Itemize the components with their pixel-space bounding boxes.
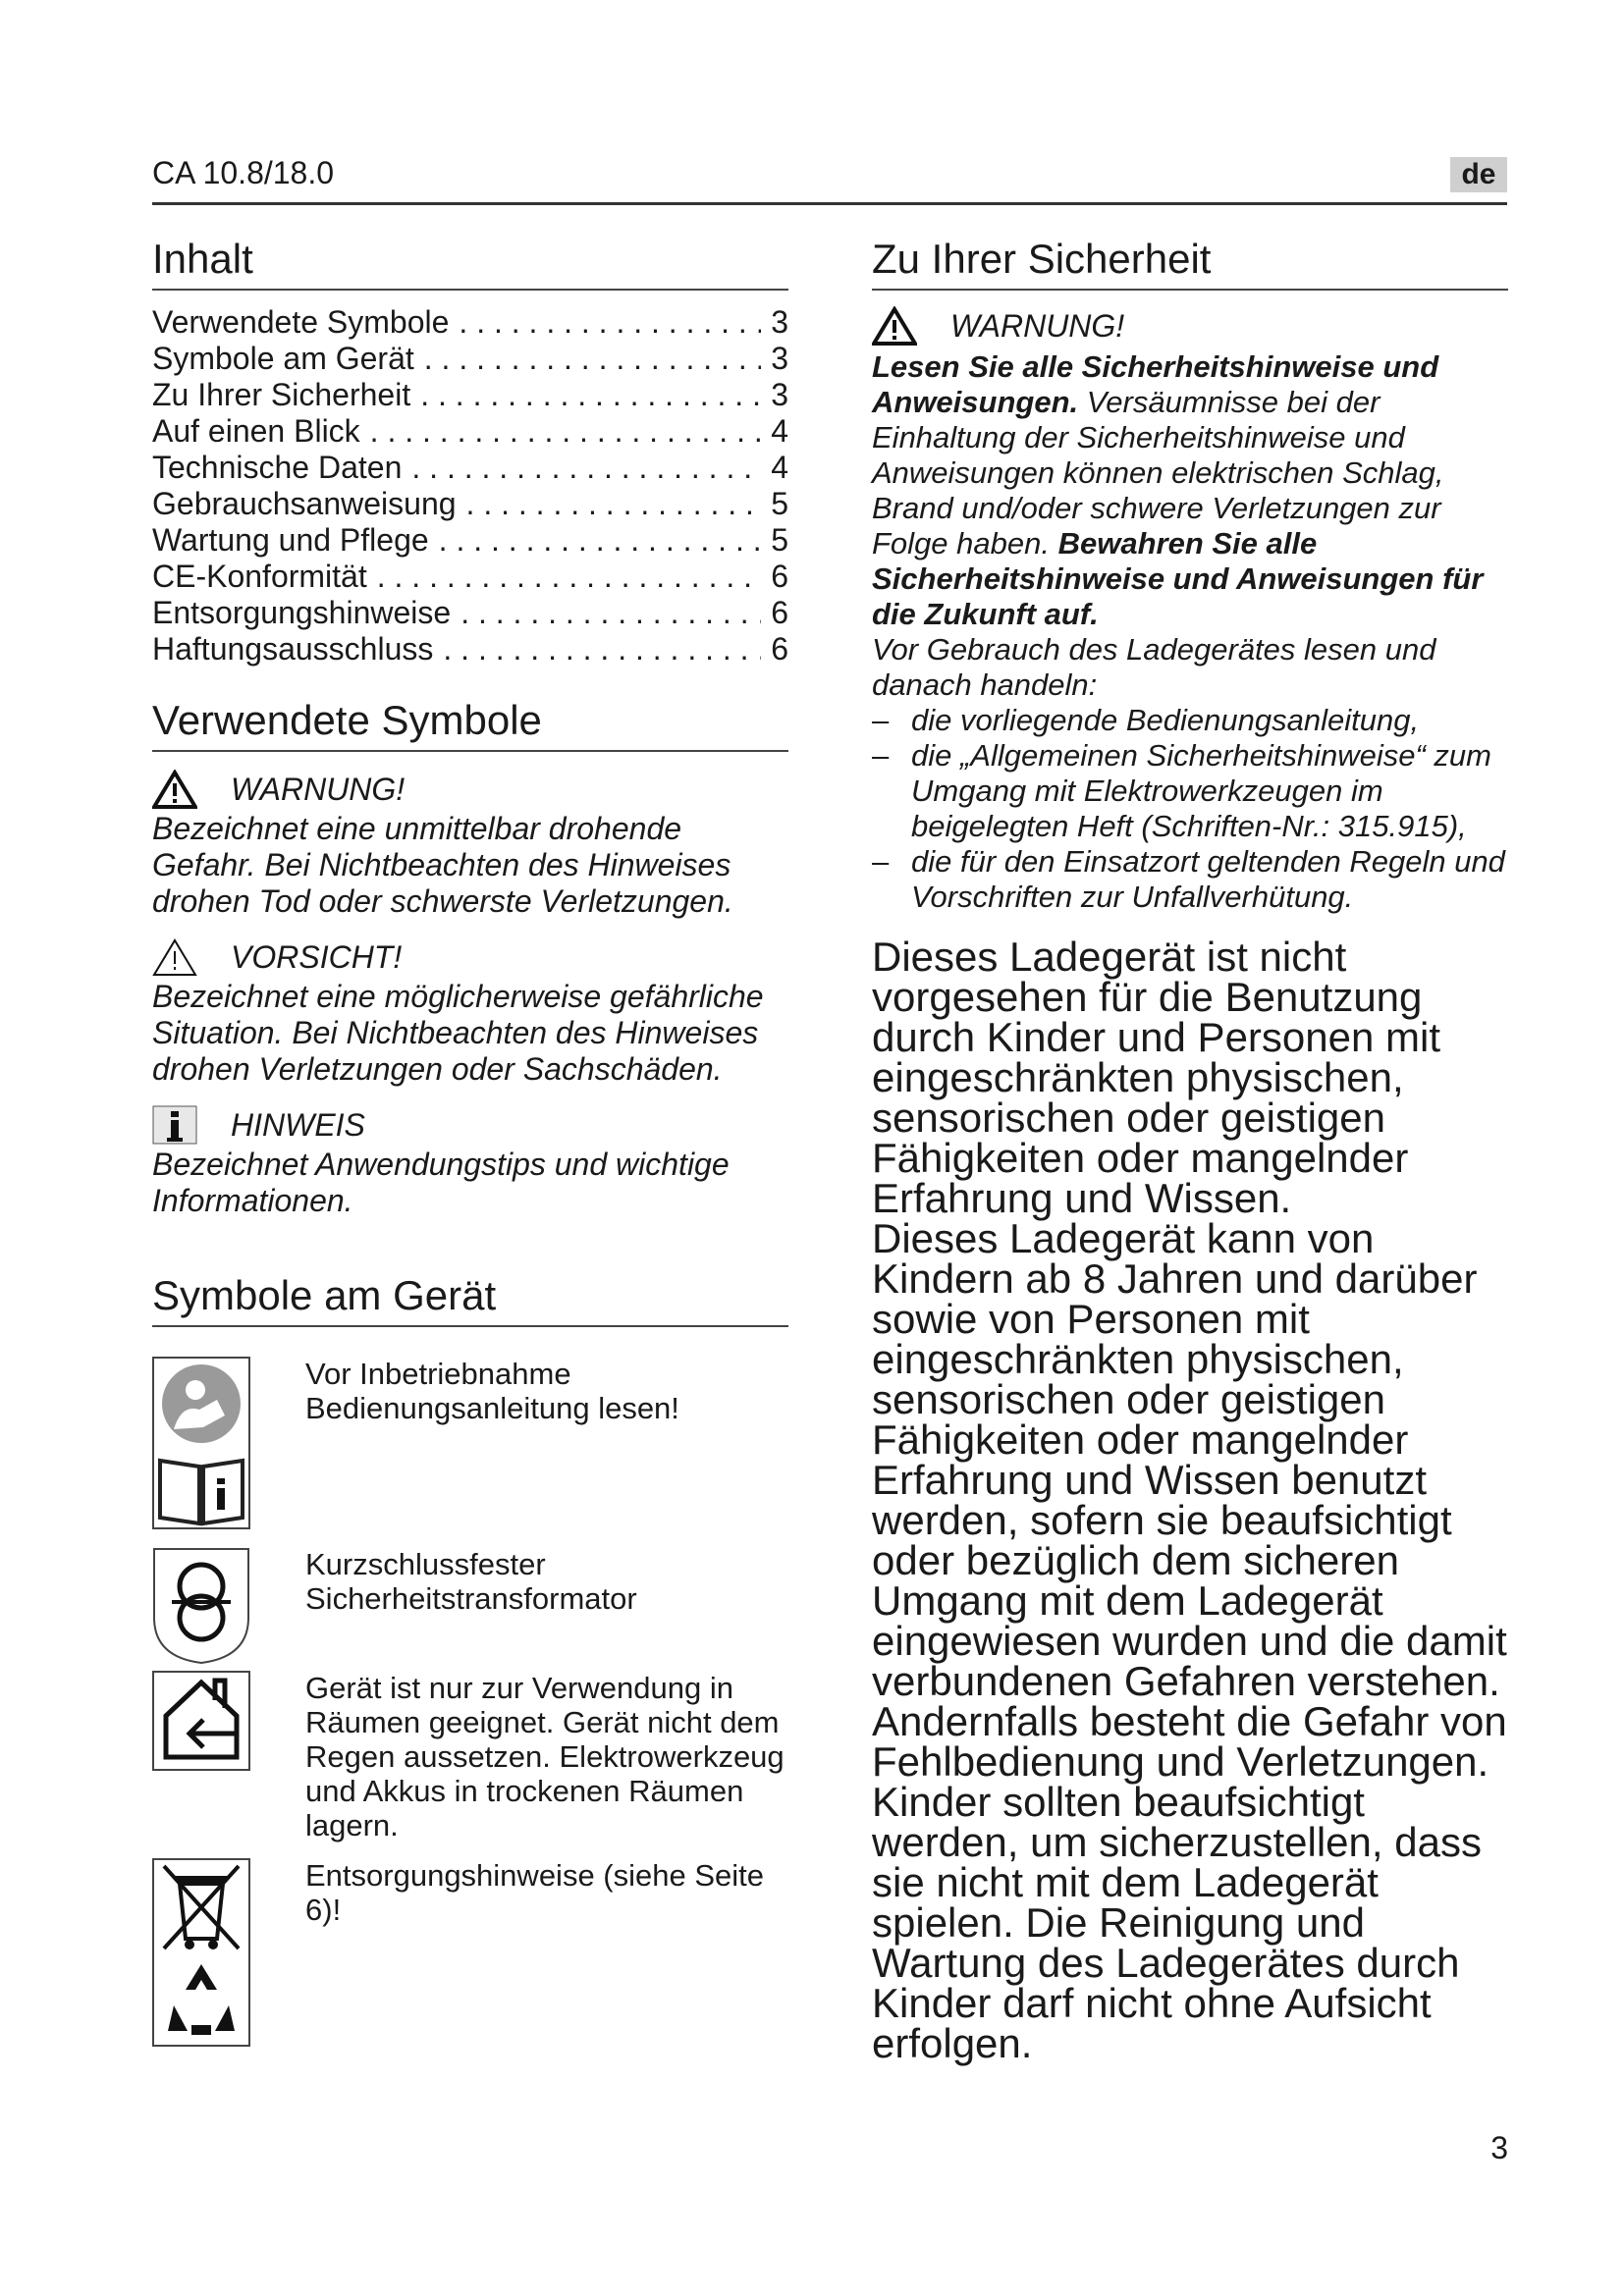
safety-warning-header <box>872 306 1508 346</box>
caution-label: VORSICHT! <box>231 938 403 975</box>
list-item: – die „Allgemeinen Sicherheitshinweise“ zum Umgang mit Elektrowerkzeugen im beigelegten Heft (Schriften-Nr.: 315.915), <box>872 738 1508 844</box>
device-symbol-row <box>152 1671 788 1842</box>
safety-paragraph: Dieses Ladegerät kann von Kindern ab 8 Jahren und darüber sowie von Personen mit eingeschränkten physischen, sensorischen oder geistigen Fähigkeiten oder mangelnder Erfahrung und Wissen benutzt werden, sofern sie beaufsichtigt oder bezüglich dem sicheren Umgang mit dem Ladegerät eingewiesen wurden und die damit verbundenen Gefahren verstehen. Andernfalls besteht die Gefahr von Fehlbedienung und Verletzungen. <box>872 1215 1507 1785</box>
safety-before-use: Vor Gebrauch des Ladegerätes lesen und danach handeln: <box>872 632 1436 702</box>
safety-intro <box>872 349 1508 632</box>
safety-section <box>872 236 1508 2066</box>
disposal-icon <box>152 1858 250 2047</box>
toc-item[interactable]: Zu Ihrer Sicherheit . . . 3 <box>152 377 788 413</box>
safety-paragraph: Dieses Ladegerät ist nicht vorgesehen für die Benutzung durch Kinder und Personen mit eingeschränkten physischen, sensorischen oder geistigen Fähigkeiten oder mangelnder Erfahrung und Wissen. <box>872 934 1440 1221</box>
note-description: Bezeichnet Anwendungstips und wichtige Informationen. <box>152 1147 730 1218</box>
device-symbol-row <box>152 1858 788 2047</box>
page-header <box>152 155 1507 198</box>
note-label: HINWEIS <box>231 1106 365 1143</box>
language-badge: de <box>1450 157 1507 192</box>
warning-triangle-icon <box>152 770 197 809</box>
toc-item[interactable]: Symbole am Gerät . . . 3 <box>152 341 788 377</box>
list-item: – die vorliegende Bedienungsanleitung, <box>872 703 1508 738</box>
caution-description: Bezeichnet eine möglicherweise gefährliche Situation. Bei Nichtbeachten des Hinweises drohen Verletzungen oder Sachschäden. <box>152 979 764 1087</box>
safety-intro-text: Versäumnisse bei der Einhaltung der Sicherheitshinweise und Anweisungen können elektrischen Schlag, Brand und/oder schwere Verletzungen zur Folge haben. <box>872 385 1444 561</box>
toc-item[interactable]: Technische Daten . . . 4 <box>152 450 788 486</box>
list-item: – die für den Einsatzort geltenden Regeln und Vorschriften zur Unfallverhütung. <box>872 844 1508 915</box>
warning-label: WARNUNG! <box>231 771 406 807</box>
safety-transformer-icon <box>152 1547 250 1665</box>
device-symbol-text: Gerät ist nur zur Verwendung in Räumen geeignet. Gerät nicht dem Regen aussetzen. Elektrowerkzeug und Akkus in trockenen Räumen lagern. <box>305 1671 785 1842</box>
toc-title: Inhalt <box>152 236 788 291</box>
warning-notice <box>152 770 788 920</box>
safety-keep-bold: Bewahren Sie alle Sicherheitshinweise und Anweisungen für die Zukunft auf. <box>872 526 1484 631</box>
warning-label: WARNUNG! <box>950 307 1125 344</box>
table-of-contents <box>152 236 788 667</box>
device-symbol-text: Entsorgungshinweise (siehe Seite 6)! <box>305 1858 764 1927</box>
caution-triangle-icon <box>152 937 197 977</box>
warning-description: Bezeichnet eine unmittelbar drohende Gefahr. Bei Nichtbeachten des Hinweises drohen Tod oder schwerste Verletzungen. <box>152 811 733 919</box>
toc-item[interactable]: Gebrauchsanweisung . . . 5 <box>152 486 788 522</box>
page-number: 3 <box>1490 2130 1508 2165</box>
toc-item[interactable]: Wartung und Pflege . . . 5 <box>152 522 788 559</box>
safety-children-block <box>872 934 1508 2066</box>
section-title: Zu Ihrer Sicherheit <box>872 236 1508 291</box>
toc-item[interactable]: Auf einen Blick . . . 4 <box>152 413 788 450</box>
device-symbols-section <box>152 1272 788 2047</box>
device-symbol-row <box>152 1547 788 1665</box>
device-symbol-row <box>152 1357 788 1529</box>
header-rule <box>152 202 1507 205</box>
toc-item[interactable]: Haftungsausschluss . . . 6 <box>152 631 788 667</box>
toc-item[interactable]: Verwendete Symbole . . . 3 <box>152 304 788 341</box>
device-symbol-text: Vor Inbetriebnahme Bedienungsanleitung lesen! <box>305 1357 679 1425</box>
toc-list <box>152 304 788 667</box>
warning-triangle-icon <box>872 306 917 346</box>
safety-intro-bold: Lesen Sie alle Sicherheitshinweise und Anweisungen. <box>872 349 1439 419</box>
section-title: Verwendete Symbole <box>152 697 788 752</box>
safety-paragraph: Kinder sollten beaufsichtigt werden, um sicherzustellen, dass sie nicht mit dem Ladegerät spielen. Die Reinigung und Wartung des Ladegerätes durch Kinder darf nicht ohne Aufsicht erfolgen. <box>872 1779 1482 2066</box>
symbols-used-section <box>152 697 788 1219</box>
info-icon <box>152 1105 197 1145</box>
safety-list <box>872 703 1508 915</box>
toc-item[interactable]: CE-Konformität . . . 6 <box>152 559 788 595</box>
device-symbol-text: Kurzschlussfester Sicherheitstransformator <box>305 1547 637 1616</box>
note-notice <box>152 1105 788 1219</box>
document-id: CA 10.8/18.0 <box>152 155 335 190</box>
toc-item[interactable]: Entsorgungshinweise . . . 6 <box>152 595 788 631</box>
section-title: Symbole am Gerät <box>152 1272 788 1327</box>
caution-notice <box>152 937 788 1088</box>
indoor-use-icon <box>152 1671 250 1771</box>
read-manual-icon <box>152 1357 250 1529</box>
